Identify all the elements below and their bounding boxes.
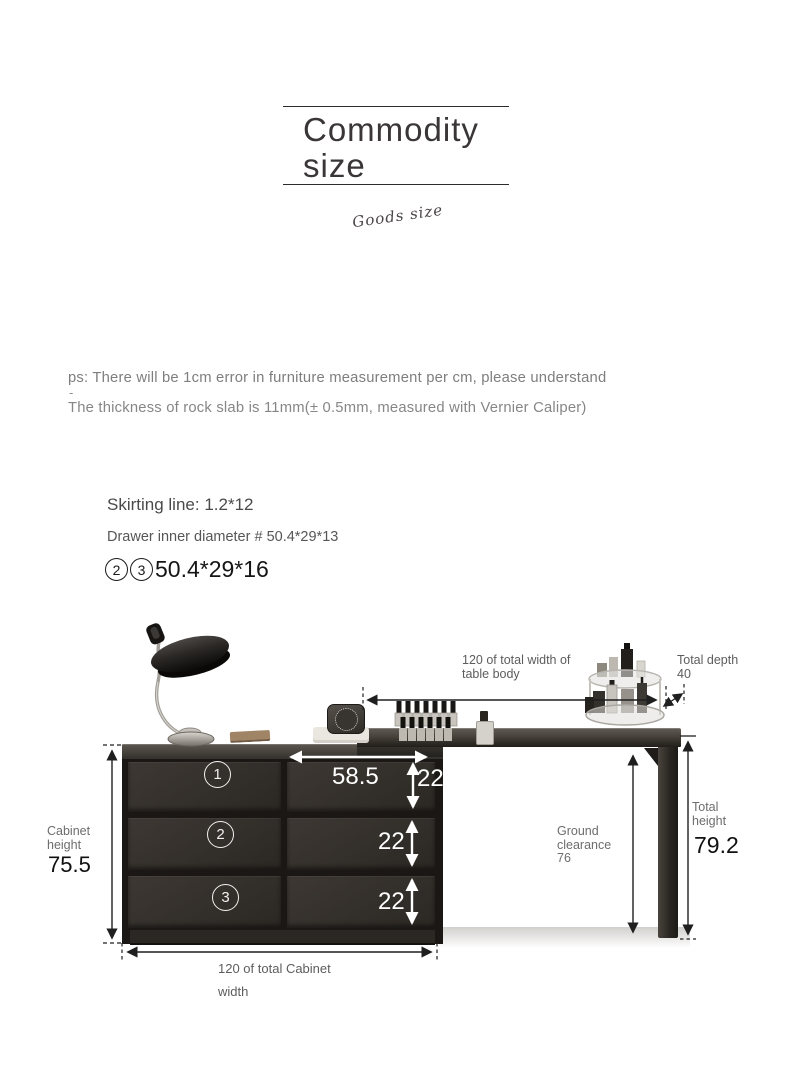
label-table-width <box>462 653 570 681</box>
value-drawer1-height: 22 <box>417 765 444 792</box>
spec-skirting-line: Skirting line: 1.2*12 <box>107 495 254 514</box>
label-cabinet-height-line2: height <box>47 837 82 852</box>
value-drawer-width: 58.5 <box>332 763 379 790</box>
value-ground-clearance: 76 <box>557 851 571 865</box>
label-total-height-line2: height <box>692 813 727 828</box>
value-drawer2-height: 22 <box>378 828 405 855</box>
label-cabinet-width-line1: 120 of total Cabinet <box>218 961 331 976</box>
page-title-line2: size <box>303 147 366 184</box>
spec-drawer-size-value: 50.4*29*16 <box>155 556 269 582</box>
drawer-1-number: 1 <box>204 761 231 788</box>
note-slab-thickness: The thickness of rock slab is 11mm(± 0.5mm, measured with Vernier Caliper) <box>68 400 587 416</box>
label-total-depth-text: Total depth <box>677 653 739 667</box>
signature-script: Goods size <box>351 200 445 232</box>
label-total-height-line1: Total <box>692 800 719 814</box>
label-ground-line1: Ground <box>557 824 599 838</box>
note-dash: - <box>69 385 74 400</box>
label-cabinet-height <box>47 825 90 852</box>
title-rule-top <box>283 106 509 107</box>
label-table-width-line2: table body <box>462 667 520 681</box>
label-table-width-line1: 120 of total width of <box>462 653 571 667</box>
circled-number-2: 2 <box>105 558 128 581</box>
label-cabinet-width-line2: width <box>218 984 249 999</box>
page-title <box>303 112 479 184</box>
drawer-3-number: 3 <box>212 884 239 911</box>
label-total-height <box>692 801 726 828</box>
spec-drawer-size <box>105 556 269 583</box>
note-measure-error: ps: There will be 1cm error in furniture measurement per cm, please understand <box>68 370 607 386</box>
title-rule-bottom <box>283 184 509 185</box>
label-ground-line2: clearance <box>557 837 612 852</box>
spec-drawer-inner-diameter: Drawer inner diameter # 50.4*29*13 <box>107 529 339 545</box>
value-total-height: 79.2 <box>694 832 739 858</box>
page-title-line1: Commodity <box>303 111 479 148</box>
arrow-total-depth <box>664 694 682 706</box>
circled-number-3: 3 <box>130 558 153 581</box>
dimension-annotations <box>0 618 790 1018</box>
value-drawer3-height: 22 <box>378 888 405 915</box>
value-cabinet-height: 75.5 <box>48 852 91 877</box>
label-ground-clearance <box>557 825 611 866</box>
drawer-2-number: 2 <box>207 821 234 848</box>
label-total-depth-value: 40 <box>677 667 691 681</box>
label-cabinet-height-line1: Cabinet <box>47 824 91 838</box>
label-total-depth <box>677 653 738 681</box>
